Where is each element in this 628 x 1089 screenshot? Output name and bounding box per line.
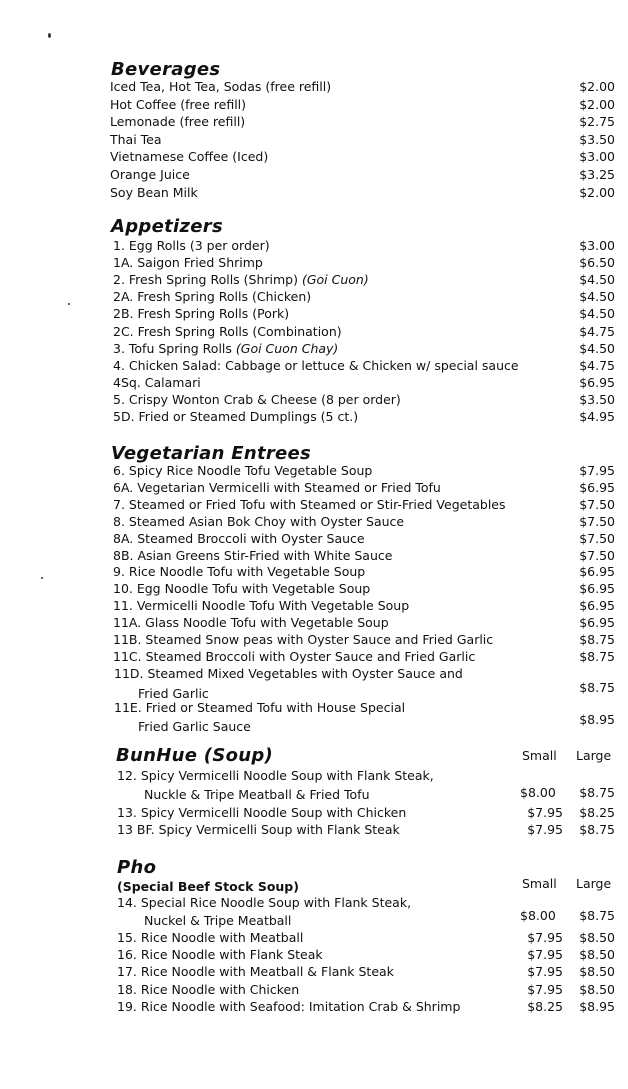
item-name <box>113 462 372 479</box>
item-price: $7.50 <box>579 496 615 512</box>
item-price-large: $8.95 <box>579 998 615 1014</box>
item-name <box>110 148 268 165</box>
item-name <box>110 96 246 113</box>
item-name-text: 3. Tofu Spring Rolls <box>113 340 236 356</box>
item-name <box>113 271 369 288</box>
item-name <box>113 374 201 391</box>
item-price: $7.50 <box>579 530 615 546</box>
item-price-large: $8.50 <box>579 947 615 963</box>
item-name <box>113 614 389 631</box>
menu-item <box>117 946 615 963</box>
menu-item <box>117 929 615 946</box>
item-name-text: 2A. Fresh Spring Rolls (Chicken) <box>113 289 312 305</box>
item-name-text: 2. Fresh Spring Rolls (Shrimp) <box>113 272 302 288</box>
item-price: $6.95 <box>579 479 615 495</box>
item-name <box>113 563 365 580</box>
menu-item <box>113 462 615 479</box>
item-name-text: 1A. Saigon Fried Shrimp <box>113 255 263 271</box>
item-price: $6.95 <box>579 374 615 390</box>
item-name-text: 8. Steamed Asian Bok Choy with Oyster Sauce <box>113 513 405 529</box>
item-price-small: $7.95 <box>527 822 563 837</box>
appetizers-title: Appetizers <box>111 216 223 237</box>
menu-item <box>110 78 615 95</box>
menu-item <box>113 357 615 374</box>
item-14-line1: 14. Special Rice Noodle Soup with Flank Steak, <box>117 895 412 910</box>
item-name <box>113 288 311 305</box>
menu-item <box>113 479 615 496</box>
item-price-small: $7.95 <box>527 805 563 820</box>
item-price: $3.00 <box>579 149 615 165</box>
item-name-text: Soy Bean Milk <box>110 184 198 200</box>
item-name-text: 4. Chicken Salad: Cabbage or lettuce & Chicken w/ special sauce <box>113 357 519 373</box>
item-11d-line2: Fried Garlic <box>138 686 209 701</box>
item-11d-price: $8.75 <box>579 680 615 695</box>
item-name-text: 8B. Asian Greens Stir-Fried with White Sauce <box>113 547 393 563</box>
item-price: $4.50 <box>579 272 615 288</box>
item-name-text: 5. Crispy Wonton Crab & Cheese (8 per order) <box>113 391 401 407</box>
item-price: $6.95 <box>579 564 615 580</box>
item-name-text: 18. Rice Noodle with Chicken <box>117 981 300 997</box>
item-name <box>113 391 401 408</box>
item-name-text: 15. Rice Noodle with Meatball <box>117 930 304 945</box>
item-name-text: Orange Juice <box>110 167 190 182</box>
beverages-title: Beverages <box>111 59 221 80</box>
item-name-text: 2C. Fresh Spring Rolls (Combination) <box>113 323 342 339</box>
menu-item <box>113 513 615 530</box>
item-price-small: $8.25 <box>527 998 563 1014</box>
item-price: $7.50 <box>579 513 615 529</box>
item-price: $2.00 <box>579 96 615 112</box>
item-name-text: Lemonade (free refill) <box>110 114 246 130</box>
item-price: $4.50 <box>579 289 615 305</box>
item-name-text: 2B. Fresh Spring Rolls (Pork) <box>113 306 290 322</box>
item-name <box>113 305 289 322</box>
item-name-text: 1. Egg Rolls (3 per order) <box>113 238 270 253</box>
item-name <box>110 78 331 95</box>
item-name <box>113 357 519 374</box>
item-name <box>113 479 441 496</box>
item-price: $4.95 <box>579 409 615 424</box>
item-name <box>113 496 506 513</box>
item-name-text: 4Sq. Calamari <box>113 374 201 390</box>
item-name-text: 5D. Fried or Steamed Dumplings (5 ct.) <box>113 409 359 424</box>
item-price: $7.50 <box>579 547 615 563</box>
item-name <box>117 804 406 821</box>
item-name <box>113 631 493 648</box>
item-price-large: $8.50 <box>579 930 615 945</box>
item-name <box>117 963 394 980</box>
item-price: $8.75 <box>579 632 615 647</box>
menu-item <box>113 391 615 408</box>
item-price: $3.00 <box>579 238 615 253</box>
scan-speck <box>68 303 70 305</box>
pho-title: Pho <box>117 857 157 878</box>
menu-item <box>113 530 615 547</box>
item-name-text: Vietnamese Coffee (Iced) <box>110 149 269 165</box>
item-name <box>113 530 365 547</box>
item-price: $8.75 <box>579 648 615 664</box>
item-price: $6.50 <box>579 255 615 271</box>
item-11e-line2: Fried Garlic Sauce <box>138 719 251 734</box>
item-11e-price: $8.95 <box>579 712 615 727</box>
menu-item <box>113 237 615 254</box>
scan-speck <box>48 33 51 38</box>
item-11d-line1: 11D. Steamed Mixed Vegetables with Oyster Sauce and <box>114 666 463 681</box>
menu-item <box>110 166 615 183</box>
menu-item <box>117 821 615 838</box>
item-name-text: 8A. Steamed Broccoli with Oyster Sauce <box>113 530 365 546</box>
item-price-large: $8.50 <box>579 964 615 980</box>
item-12-line2: Nuckle & Tripe Meatball & Fried Tofu <box>144 787 370 802</box>
menu-item <box>113 254 615 271</box>
vegetarian-title: Vegetarian Entrees <box>111 443 312 464</box>
item-11e-line1: 11E. Fried or Steamed Tofu with House Special <box>114 700 406 715</box>
item-name <box>113 513 404 530</box>
menu-item <box>113 631 615 648</box>
item-name <box>110 166 190 183</box>
item-12-small: $8.00 <box>520 785 556 800</box>
item-price: $3.50 <box>579 391 615 407</box>
item-subname: (Goi Cuon) <box>301 272 369 288</box>
item-name <box>113 408 358 425</box>
item-name-text: Thai Tea <box>110 131 162 147</box>
item-12-large: $8.75 <box>579 785 615 800</box>
item-name <box>110 131 162 148</box>
item-price: $6.95 <box>579 615 615 631</box>
menu-item <box>110 184 615 201</box>
item-name-text: Hot Coffee (free refill) <box>110 96 247 112</box>
scan-speck <box>41 577 43 579</box>
item-name <box>113 340 338 357</box>
item-price: $2.75 <box>579 114 615 130</box>
item-name-text: 19. Rice Noodle with Seafood: Imitation Crab & Shrimp <box>117 998 461 1014</box>
item-name <box>110 113 245 130</box>
menu-item <box>113 288 615 305</box>
item-14-small: $8.00 <box>520 908 556 923</box>
menu-item <box>113 374 615 391</box>
menu-item <box>117 804 615 821</box>
item-price: $6.95 <box>579 598 615 614</box>
item-name-text: 13 BF. Spicy Vermicelli Soup with Flank Steak <box>117 822 400 837</box>
menu-item <box>113 271 615 288</box>
pho-subtitle: (Special Beef Stock Soup) <box>117 879 299 894</box>
item-name-text: 11B. Steamed Snow peas with Oyster Sauce and Fried Garlic <box>113 632 494 647</box>
item-price-small: $7.95 <box>527 930 563 945</box>
item-name-text: 6. Spicy Rice Noodle Tofu Vegetable Soup <box>113 463 373 478</box>
pho-large-label: Large <box>576 876 612 891</box>
item-price-small: $7.95 <box>527 947 563 963</box>
bunhue-large-label: Large <box>576 748 612 763</box>
item-name <box>117 821 400 838</box>
item-name <box>113 648 475 665</box>
item-name-text: 16. Rice Noodle with Flank Steak <box>117 947 323 963</box>
menu-item <box>113 340 615 357</box>
item-name-text: 17. Rice Noodle with Meatball & Flank Steak <box>117 964 394 980</box>
item-name <box>113 323 342 340</box>
menu-item <box>113 614 615 631</box>
item-price: $2.00 <box>579 79 615 94</box>
menu-item <box>110 113 615 130</box>
menu-item <box>117 981 615 998</box>
item-name <box>117 946 323 963</box>
item-name-text: 13. Spicy Vermicelli Noodle Soup with Chicken <box>117 805 407 820</box>
item-name-text: 11. Vermicelli Noodle Tofu With Vegetable Soup <box>113 598 410 614</box>
item-name <box>113 254 263 271</box>
item-price: $4.75 <box>579 357 615 373</box>
item-price-large: $8.50 <box>579 981 615 997</box>
item-name <box>113 237 270 254</box>
menu-item <box>113 408 615 425</box>
menu-item <box>113 323 615 340</box>
menu-item <box>113 496 615 513</box>
item-price: $4.50 <box>579 306 615 322</box>
item-price-small: $7.95 <box>527 981 563 997</box>
item-name-text: 11A. Glass Noodle Tofu with Vegetable Soup <box>113 615 389 631</box>
item-price-large: $8.25 <box>579 805 615 820</box>
item-subname: (Goi Cuon Chay) <box>235 340 339 356</box>
item-price: $4.50 <box>579 340 615 356</box>
item-price-large: $8.75 <box>579 822 615 837</box>
pho-small-label: Small <box>522 876 557 891</box>
item-name <box>113 580 370 597</box>
menu-item <box>113 563 615 580</box>
bunhue-small-label: Small <box>522 748 557 763</box>
menu-item <box>110 148 615 165</box>
item-name-text: 6A. Vegetarian Vermicelli with Steamed or Fried Tofu <box>113 479 441 495</box>
menu-item <box>110 131 615 148</box>
menu-item <box>113 597 615 614</box>
menu-item <box>117 998 615 1015</box>
menu-item <box>113 547 615 564</box>
menu-item <box>113 305 615 322</box>
item-price: $4.75 <box>579 323 615 339</box>
item-14-large: $8.75 <box>579 908 615 923</box>
item-name-text: Iced Tea, Hot Tea, Sodas (free refill) <box>110 79 332 94</box>
menu-item <box>113 580 615 597</box>
item-price: $3.50 <box>579 131 615 147</box>
item-name <box>110 184 198 201</box>
item-name <box>117 998 460 1015</box>
item-price: $3.25 <box>579 167 615 182</box>
menu-item <box>113 648 615 665</box>
item-name-text: 9. Rice Noodle Tofu with Vegetable Soup <box>113 564 366 580</box>
menu-item <box>117 963 615 980</box>
item-price-small: $7.95 <box>527 964 563 980</box>
item-name <box>117 981 299 998</box>
item-name <box>117 929 303 946</box>
item-price: $2.00 <box>579 184 615 200</box>
menu-item <box>110 96 615 113</box>
item-name <box>113 547 392 564</box>
item-price: $7.95 <box>579 463 615 478</box>
item-name <box>113 597 409 614</box>
item-price: $6.95 <box>579 581 615 597</box>
item-name-text: 10. Egg Noodle Tofu with Vegetable Soup <box>113 581 371 597</box>
item-14-line2: Nuckel & Tripe Meatball <box>144 913 292 928</box>
bunhue-title: BunHue (Soup) <box>116 745 274 766</box>
item-name-text: 7. Steamed or Fried Tofu with Steamed or Stir-Fried Vegetables <box>113 496 506 512</box>
item-12-line1: 12. Spicy Vermicelli Noodle Soup with Flank Steak, <box>117 768 434 783</box>
item-name-text: 11C. Steamed Broccoli with Oyster Sauce and Fried Garlic <box>113 648 476 664</box>
